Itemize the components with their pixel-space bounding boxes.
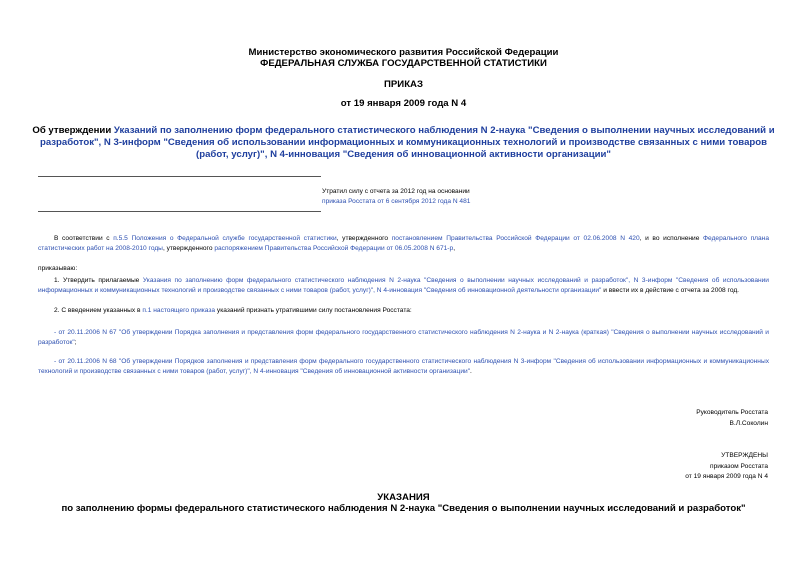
- title-prefix: Об утверждении: [32, 125, 114, 136]
- instructions-subheading: по заполнению формы федерального статистического наблюдения N 2-наука "Сведения о выполнении научных исследований и разработок": [61, 503, 746, 514]
- order-word: приказываю:: [38, 265, 78, 272]
- intro-paragraph: [38, 234, 769, 254]
- service-name: ФЕДЕРАЛЬНАЯ СЛУЖБА ГОСУДАРСТВЕННОЙ СТАТИСТИКИ: [260, 58, 547, 69]
- instructions-heading: УКАЗАНИЯ: [377, 492, 430, 503]
- signature-position: Руководитель Росстата: [696, 409, 768, 416]
- status-link[interactable]: приказа Росстата от 6 сентября 2012 года N 481: [322, 198, 471, 205]
- intro-link-regulation[interactable]: п.5.5 Положения о Федеральной службе государственной статистики: [113, 235, 337, 242]
- repealed-link-68[interactable]: - от 20.11.2006 N 68 "Об утверждении Порядков заполнения и представления форм федерального государственного статистического наблюдения N 3-информ "Сведения об использовании информационных и коммуникационных технологий и производстве связанных с ними товаров (работ, услуг)", N 4-инновация "Сведения об инновационной активности организации": [38, 358, 769, 375]
- item-1-link-instructions[interactable]: Указания по заполнению форм федерального статистического наблюдения N 2-наука "Сведения о выполнении научных исследований и разработок", N 3-информ "Сведения об использовании информационных и коммуникационных технологий и производстве связанных с ними товаров (работ, услуг)", N 4-инновация "Сведения об инновационной деятельности организации": [38, 277, 769, 294]
- item-1: [38, 276, 769, 296]
- approved-line-2: приказом Росстата: [710, 462, 768, 470]
- intro-link-resolution[interactable]: постановлением Правительства Российской Федерации от 02.06.2008 N 420: [391, 235, 640, 242]
- intro-link-decree[interactable]: распоряжением Правительства Российской Федерации от 06.05.2008 N 671-р: [214, 245, 454, 252]
- intro-text-5: ,: [453, 245, 456, 252]
- approved-line-3: от 19 января 2009 года N 4: [685, 473, 768, 480]
- approved-line-1: УТВЕРЖДЕНЫ: [721, 452, 768, 459]
- item-2-text-1: 2. С введением указанных в: [54, 307, 143, 314]
- intro-text-3: , и во исполнение: [639, 235, 704, 242]
- status-note: [322, 187, 470, 207]
- item-2-text-2: указаний признать утратившими силу постановления Росстата:: [215, 307, 412, 314]
- ministry-name: Министерство экономического развития Российской Федерации: [248, 47, 559, 58]
- repealed-link-67[interactable]: - от 20.11.2006 N 67 "Об утверждении Порядка заполнения и представления форм федерального государственного статистического наблюдения N 2-наука и N 2-наука (краткая) "Сведения о выполнении научных исследований и разработок": [38, 329, 769, 346]
- status-line-1: Утратил силу с отчета за 2012 год на основании: [322, 188, 470, 195]
- divider-top: [38, 176, 321, 177]
- document-title: [30, 125, 777, 161]
- item-1-text-1: 1. Утвердить прилагаемые: [54, 277, 143, 284]
- item-2-link-clause[interactable]: п.1 настоящего приказа: [142, 307, 216, 314]
- approval-block: [685, 451, 768, 483]
- repealed-tail-2: .: [470, 368, 472, 375]
- intro-text-1: В соответствии с: [54, 235, 114, 242]
- divider-bottom: [38, 211, 321, 212]
- repealed-tail-1: ;: [74, 339, 77, 346]
- intro-text-4: , утвержденного: [162, 245, 215, 252]
- signature-name: В.Л.Соколин: [729, 419, 768, 427]
- intro-link-plan[interactable]: Федерального плана статистических работ на 2008-2010 годы: [38, 235, 769, 252]
- item-2: [38, 306, 769, 316]
- title-link[interactable]: Указаний по заполнению форм федерального статистического наблюдения N 2-наука "Сведения о выполнении научных исследований и разработок", N 3-информ "Сведения об использовании информационных и коммуникационных технологий и производстве связанных с ними товаров (работ, услуг)", N 4-инновация "Сведения об инновационной активности организации": [39, 125, 775, 160]
- repealed-item-1: [38, 328, 769, 348]
- item-1-text-2: и ввести их в действие с отчета за 2008 год.: [601, 287, 740, 294]
- order-type: ПРИКАЗ: [384, 79, 423, 90]
- repealed-item-2: [38, 357, 769, 377]
- order-date: от 19 января 2009 года N 4: [340, 98, 467, 109]
- intro-text-2: , утвержденного: [336, 235, 392, 242]
- signature-block: [696, 408, 768, 429]
